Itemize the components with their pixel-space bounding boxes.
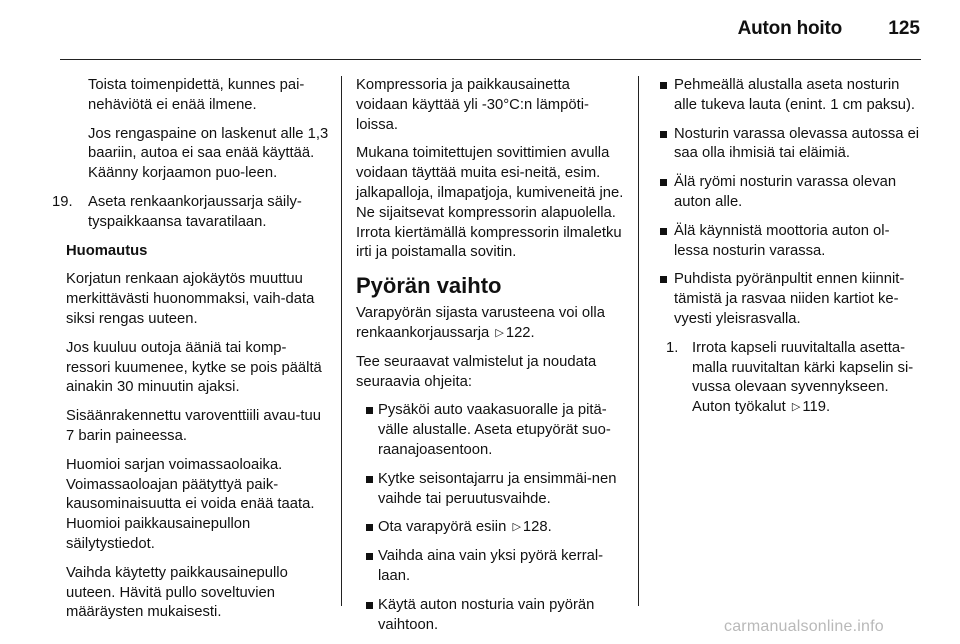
list-item: Älä ryömi nosturin varassa olevan auton alle. [656, 173, 924, 213]
bullet-square-icon [660, 228, 667, 235]
bullet-square-icon [660, 82, 667, 89]
text-column-1 [52, 76, 330, 632]
bullet-list [356, 401, 624, 635]
note-block [66, 242, 330, 330]
bullet-list [656, 76, 924, 330]
page-reference[interactable]: 119. [802, 399, 831, 416]
bullet-square-icon [366, 602, 373, 609]
bullet-square-icon [660, 179, 667, 186]
bullet-square-icon [660, 276, 667, 283]
page-reference-icon: ▷ [791, 401, 801, 414]
page-reference-icon: ▷ [512, 521, 521, 534]
chapter-title: Auton hoito [737, 18, 842, 39]
page-reference[interactable]: 122. [505, 324, 535, 341]
column-divider-1 [341, 76, 342, 606]
numbered-step-19 [52, 193, 330, 233]
paragraph: Sisäänrakennettu varoventtiili avau-tuu 7 barin paineessa. [66, 408, 321, 444]
bullet-square-icon [366, 553, 373, 560]
list-item: Käytä auton nosturia vain pyörän vaihtoon. [356, 596, 624, 636]
paragraph: Varapyörän sijasta varusteena voi olla renkaankorjaussarja ▷ 122. [356, 304, 624, 344]
list-item: Puhdista pyöränpultit ennen kiinnit-tämistä ja rasvaa niiden kartiot ke-vyesti yleisrasvalla. [656, 270, 924, 329]
bullet-square-icon [660, 131, 667, 138]
note-heading: Huomautus [66, 242, 148, 259]
paragraph: Jos rengaspaine on laskenut alle 1,3 baariin, autoa ei saa enää käyttää. Käänny korjaamon puo-leen. [88, 125, 329, 182]
page-reference[interactable]: 128. [522, 519, 552, 536]
paragraph: Jos kuuluu outoja ääniä tai komp-ressori kuumenee, kytke se pois päältä ainakin 30 minuutin ajaksi. [66, 339, 322, 396]
step-number: 19. [52, 193, 73, 210]
paragraph: Huomioi sarjan voimassaoloaika. Voimassaoloajan päätyttyä paik-kausominaisuutta ei voida enää taata. Huomioi paikkausainepullon säilytystiedot. [66, 456, 315, 552]
watermark: carmanualsonline.info [724, 618, 884, 635]
bullet-square-icon [366, 476, 373, 483]
column-divider-2 [638, 76, 639, 606]
paragraph: Kompressoria ja paikkausainetta voidaan käyttää yli -30°C:n lämpöti-loissa. [356, 77, 589, 133]
note-text: Korjatun renkaan ajokäytös muuttuu merkittävästi huonommaksi, vaih-data siksi rengas uuteen. [66, 271, 315, 327]
bullet-square-icon [366, 407, 373, 414]
page-header [0, 0, 960, 62]
list-item: Kytke seisontajarru ja ensimmäi-nen vaihde tai peruutusvaihde. [356, 470, 624, 510]
list-item: Ota varapyörä esiin ▷ 128. [356, 518, 624, 538]
text-column-2 [356, 76, 624, 644]
list-item: Vaihda aina vain yksi pyörä kerral-laan. [356, 547, 624, 587]
paragraph: Vaihda käytetty paikkausainepullo uuteen. Hävitä pullo soveltuvien määräysten mukaisesti. [66, 564, 288, 621]
list-item: Älä käynnistä moottoria auton ol-lessa nosturin varassa. [656, 222, 924, 262]
section-title: Pyörän vaihto [356, 273, 502, 299]
page-reference-icon: ▷ [495, 326, 504, 339]
page-number: 125 [888, 18, 920, 39]
numbered-step-1 [666, 339, 924, 418]
step-text: Aseta renkaankorjaussarja säily-tyspaikkaansa tavaratilaan. [88, 193, 302, 230]
paragraph: Tee seuraavat valmistelut ja noudata seuraavia ohjeita: [356, 353, 597, 390]
header-divider [60, 59, 921, 60]
step-text: Irrota kapseli ruuvitaltalla asetta-malla ruuvitaltan kärki kapselin si-vussa olevaan syvennykseen. Auton työkalut [692, 339, 914, 416]
paragraph: Mukana toimitettujen sovittimien avulla voidaan täyttää muita esi-neitä, esim. jalkapalloja, ilmapatjoja, kumiveneitä jne. Ne sijaitsevat kompressorin alapuolella. Irrota kiertämällä kompressorin ilmaletku irti ja poistamalla sovitin. [356, 145, 624, 261]
list-item: Pysäköi auto vaakasuoralle ja pitä-välle alustalle. Aseta etupyörät suo-raanajoasentoon. [356, 401, 624, 460]
paragraph: Toista toimenpidettä, kunnes pai-nehäviötä ei enää ilmene. [88, 77, 305, 113]
text-column-3 [656, 76, 924, 418]
list-item: Nosturin varassa olevassa autossa ei saa olla ihmisiä tai eläimiä. [656, 125, 924, 165]
list-item: Pehmeällä alustalla aseta nosturin alle tukeva lauta (enint. 1 cm paksu). [656, 76, 924, 116]
step-number: 1. [666, 339, 679, 356]
bullet-square-icon [366, 524, 373, 531]
